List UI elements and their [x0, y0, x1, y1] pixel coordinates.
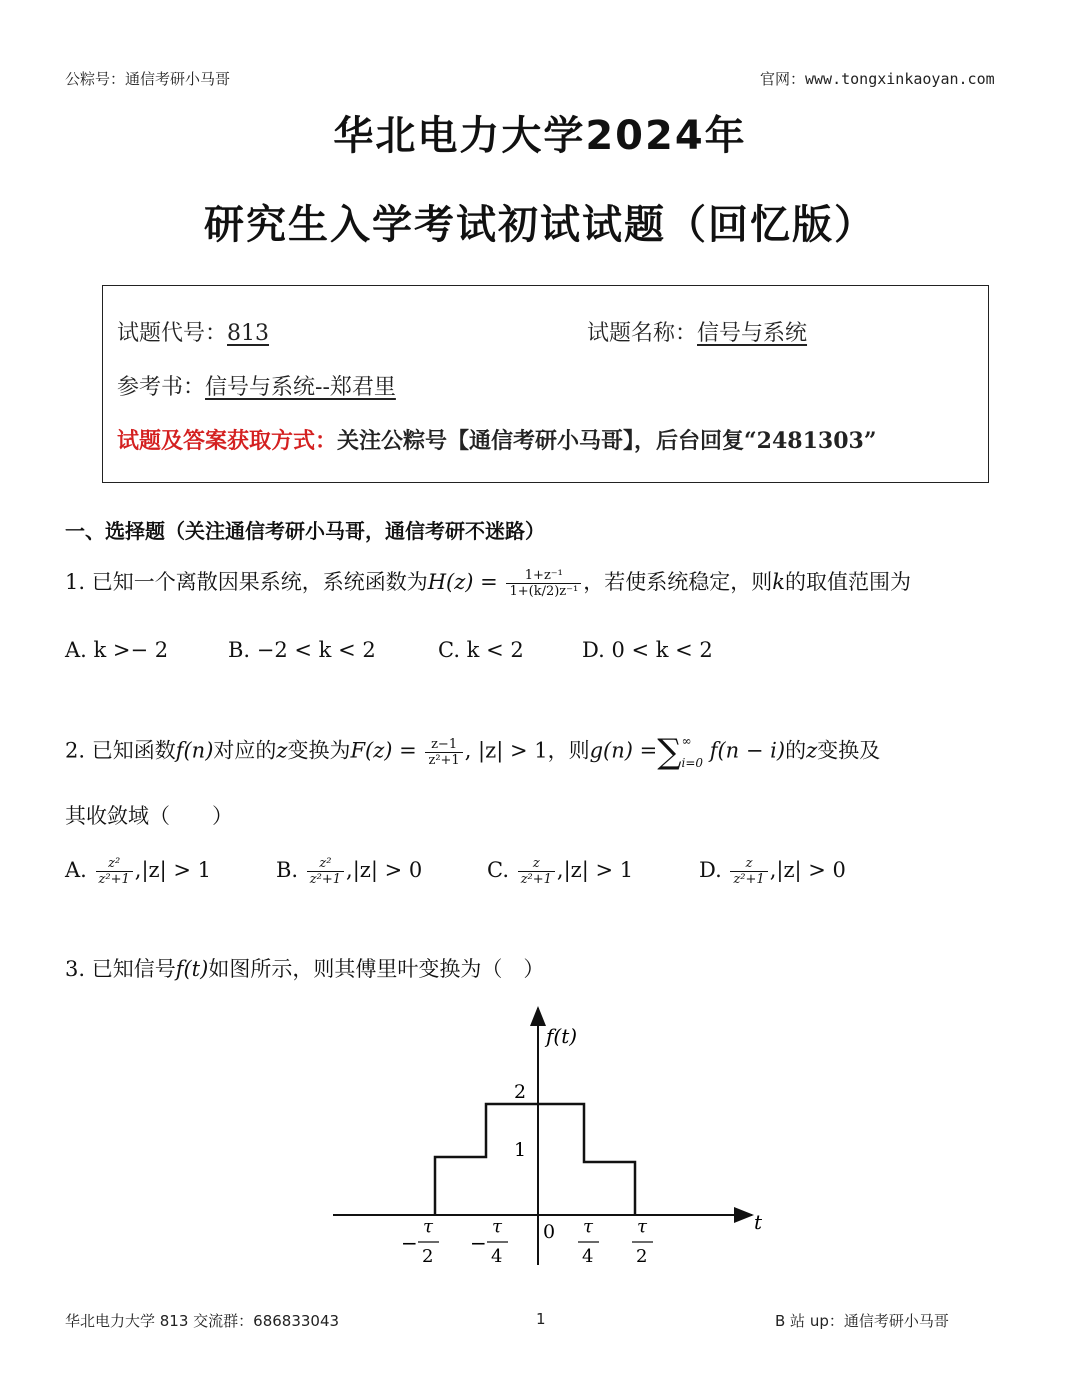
- tick-1-num: τ: [423, 1216, 433, 1237]
- reference-book-label: 参考书：: [117, 375, 206, 400]
- exam-code-label: 试题代号：: [117, 321, 228, 346]
- answer-method-text: 关注公粽号【通信考研小马哥】，后台回复“2481303”: [337, 428, 877, 454]
- q2-fn: f(n): [175, 738, 214, 763]
- q1-denominator: 1+(k/2)z⁻¹: [509, 584, 579, 599]
- header-right: 官网：www.tongxinkaoyan.com: [760, 70, 995, 88]
- page-number: 1: [536, 1310, 546, 1328]
- tick-tau-half: [632, 1216, 653, 1267]
- footer-left: 华北电力大学 813 交流群：686833043: [65, 1312, 340, 1330]
- q1-option-c: C. k < 2: [438, 638, 524, 662]
- q2-option-b-roc: ,|z| > 0: [346, 858, 423, 882]
- q3-text-b: 如图所示，则其傅里叶变换为（ ）: [208, 957, 545, 981]
- q1-func: H(z) =: [427, 570, 498, 594]
- q2-F: F(z) =: [350, 738, 417, 763]
- y-axis-label: f(t): [546, 1024, 578, 1048]
- tick-3-num: τ: [583, 1216, 593, 1237]
- tick-2-den: 4: [491, 1246, 503, 1267]
- header-left: 公粽号：通信考研小马哥: [65, 70, 231, 88]
- q2-text-c: 变换为: [287, 738, 351, 763]
- q2-option-d-roc: ,|z| > 0: [769, 858, 846, 882]
- q2-option-c-num: z: [518, 856, 555, 872]
- tick-4-num: τ: [637, 1216, 647, 1237]
- tick-1-den: 2: [422, 1246, 434, 1267]
- answer-method-label: 试题及答案获取方式：: [117, 428, 338, 454]
- exam-name-label: 试题名称：: [587, 321, 698, 346]
- q2-option-b-num: z²: [307, 856, 344, 872]
- q2-text-a: 2. 已知函数: [65, 738, 176, 763]
- q2-text-b: 对应的: [213, 738, 277, 763]
- tick-tau-quarter: [578, 1216, 599, 1267]
- tick-4-den: 2: [636, 1246, 648, 1267]
- q1-text-a: 1. 已知一个离散因果系统，系统函数为: [65, 570, 428, 594]
- q2-g: g(n) =: [589, 738, 658, 763]
- footer-right: B 站 up：通信考研小马哥: [775, 1312, 949, 1330]
- tick-2-num: τ: [492, 1216, 502, 1237]
- q2-z-2: z: [806, 738, 818, 763]
- q2-option-a-den: z²+1: [98, 872, 130, 887]
- q2-text-e: 变换及: [817, 738, 881, 763]
- q2-option-d-num: z: [730, 856, 767, 872]
- level-2-label: 2: [514, 1081, 527, 1103]
- origin-label: 0: [543, 1221, 556, 1243]
- q1-var: k: [772, 570, 785, 594]
- title-line-1: 华北电力大学2024年: [333, 113, 747, 159]
- tick-2-sign: −: [470, 1231, 487, 1255]
- q2-numerator: z−1: [425, 737, 462, 753]
- q2-option-c-roc: ,|z| > 1: [556, 858, 634, 882]
- q2-roc: , |z| > 1，则: [464, 738, 590, 763]
- q3-ft: f(t): [175, 957, 209, 981]
- q2-option-b-den: z²+1: [309, 872, 342, 887]
- q2-text-d: 的: [785, 738, 807, 763]
- q2-denominator: z²+1: [428, 752, 460, 768]
- reference-book-value: 信号与系统--郑君里: [205, 375, 396, 400]
- tick-1-sign: −: [401, 1231, 418, 1255]
- q1-numerator: 1+z⁻¹: [506, 568, 581, 584]
- section-heading: 一、选择题（关注通信考研小马哥，通信考研不迷路）: [65, 519, 545, 543]
- q1-text-c: 的取值范围为: [784, 570, 911, 594]
- q2-sum-sup: ∞: [681, 734, 692, 748]
- x-axis-label: t: [754, 1210, 763, 1234]
- q1-option-b: B. −2 < k < 2: [228, 638, 376, 662]
- q2-line-2: 其收敛域（ ）: [65, 804, 233, 828]
- tick-3-den: 4: [582, 1246, 594, 1267]
- q2-fni: f(n − i): [709, 738, 786, 763]
- q2-sum-sub: i=0: [681, 756, 704, 770]
- q2-option-a-roc: ,|z| > 1: [134, 858, 211, 882]
- exam-code-value: 813: [227, 321, 270, 346]
- q3-text-a: 3. 已知信号: [65, 957, 176, 981]
- level-1-label: 1: [514, 1139, 527, 1161]
- q2-option-a-num: z²: [96, 856, 133, 872]
- q2-option-a-label: A.: [65, 858, 87, 882]
- tick-neg-tau-half: [401, 1216, 439, 1267]
- q2-option-c-label: C.: [487, 858, 509, 882]
- q2-option-c-den: z²+1: [520, 872, 552, 887]
- q2-option-d-label: D.: [699, 858, 722, 882]
- q2-option-b-label: B.: [276, 858, 299, 882]
- signal-waveform: [435, 1104, 635, 1215]
- q1-option-a: A. k >− 2: [65, 638, 169, 662]
- q2-sum-symbol: ∑: [657, 732, 682, 772]
- q2-option-d-den: z²+1: [733, 872, 765, 887]
- q1-option-d: D. 0 < k < 2: [582, 638, 713, 662]
- q2-z: z: [276, 738, 288, 763]
- q1-text-b: ，若使系统稳定，则: [583, 570, 773, 594]
- title-line-2: 研究生入学考试初试试题（回忆版）: [204, 202, 876, 248]
- exam-name-value: 信号与系统: [697, 321, 808, 346]
- tick-neg-tau-quarter: [470, 1216, 508, 1267]
